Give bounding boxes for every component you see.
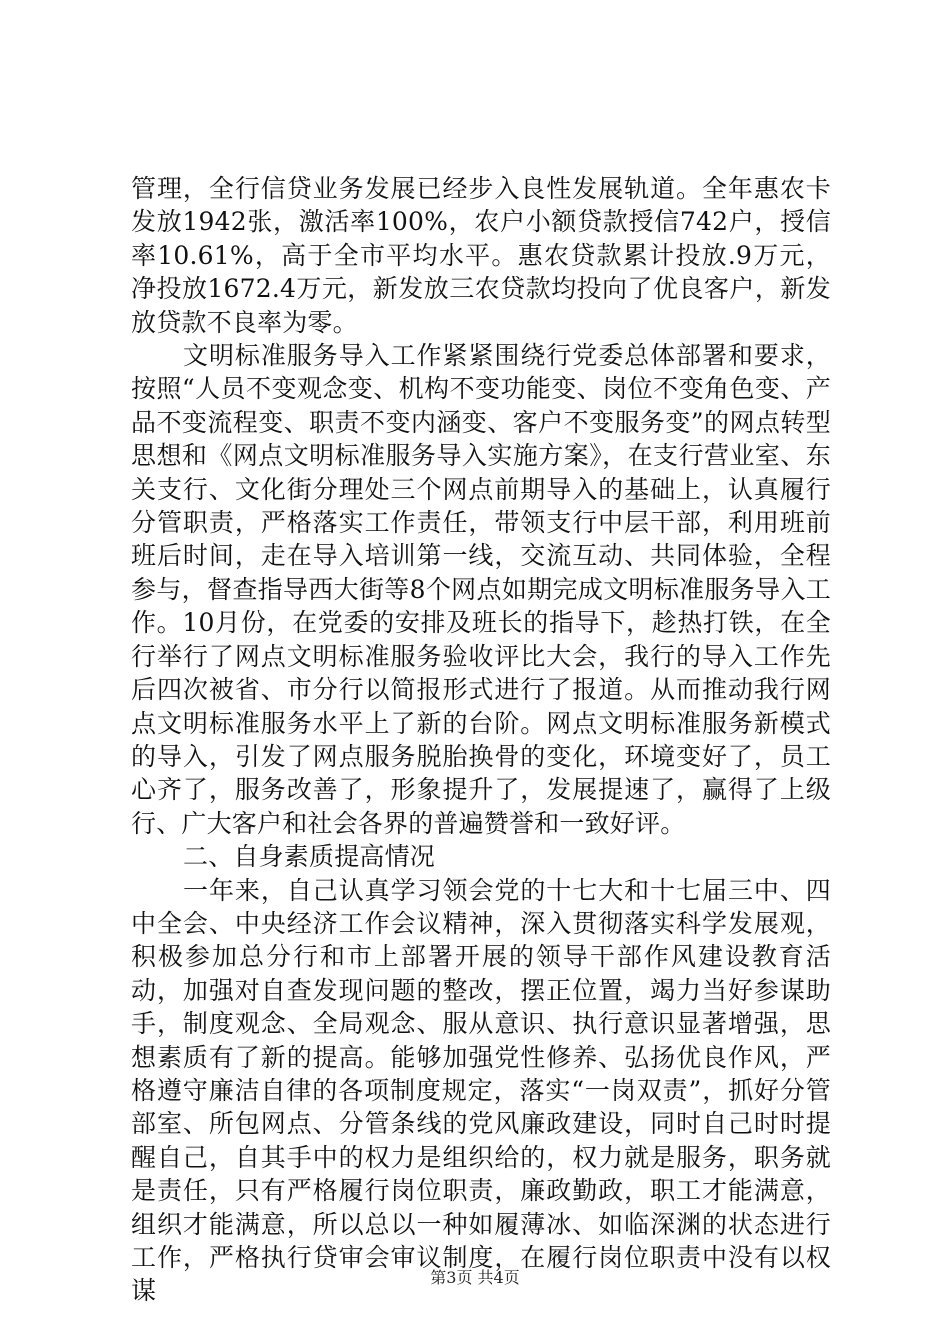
section-heading-self-quality: 二、自身素质提高情况 [183, 842, 436, 872]
paragraph-civilized-service: 文明标准服务导入工作紧紧围绕行党委总体部署和要求，按照“人员不变观念变、机构不变功能变、岗位不变角色变、产品不变流程变、职责不变内涵变、客户不变服务变”的网点转型思想和《网点文明标准服务导入实施方案》，在支行营业室、东关支行、文化街分理处三个网点前期导入的基础上，认真履行分管职责，严格落实工作责任，带领支行中层干部，利用班前班后时间，走在导入培训第一线，交流互动、共同体验，全程参与，督查指导西大街等8个网点如期完成文明标准服务导入工作。10月份，在党委的安排及班长的指导下，趁热打铁，在全行举行了网点文明标准服务验收评比大会，我行的导入工作先后四次被省、市分行以简报形式进行了报道。从而推动我行网点文明标准服务水平上了新的台阶。网点文明标准服务新模式的导入，引发了网点服务脱胎换骨的变化，环境变好了，员工心齐了，服务改善了，形象提升了，发展提速了，赢得了上级行、广大客户和社会各界的普遍赞誉和一致好评。 [131, 341, 831, 838]
paragraph-credit-business: 管理，全行信贷业务发展已经步入良性发展轨道。全年惠农卡发放1942张，激活率100%，农户小额贷款授信742户，授信率10.61%，高于全市平均水平。惠农贷款累计投放.9万元，净投放1672.4万元，新发放三农贷款均投向了优良客户，新发放贷款不良率为零。 [131, 174, 831, 337]
paragraph-self-improvement: 一年来，自己认真学习领会党的十七大和十七届三中、四中全会、中央经济工作会议精神，深入贯彻落实科学发展观，积极参加总分行和市上部署开展的领导干部作风建设教育活动，加强对自查发现问题的整改，摆正位置，竭力当好参谋助手，制度观念、全局观念、服从意识、执行意识显著增强，思想素质有了新的提高。能够加强党性修养、弘扬优良作风，严格遵守廉洁自律的各项制度规定，落实“一岗双责”，抓好分管部室、所包网点、分管条线的党风廉政建设，同时自己时时提醒自己，自其手中的权力是组织给的，权力就是服务，职务就是责任，只有严格履行岗位职责，廉政勤政，职工才能满意，组织才能满意，所以总以一种如履薄冰、如临深渊的状态进行工作，严格执行贷审会审议制度，在履行岗位职责中没有以权谋 [131, 875, 831, 1306]
page-number-footer: 第3页 共4页 [430, 1268, 520, 1287]
document-body [131, 172, 831, 1308]
